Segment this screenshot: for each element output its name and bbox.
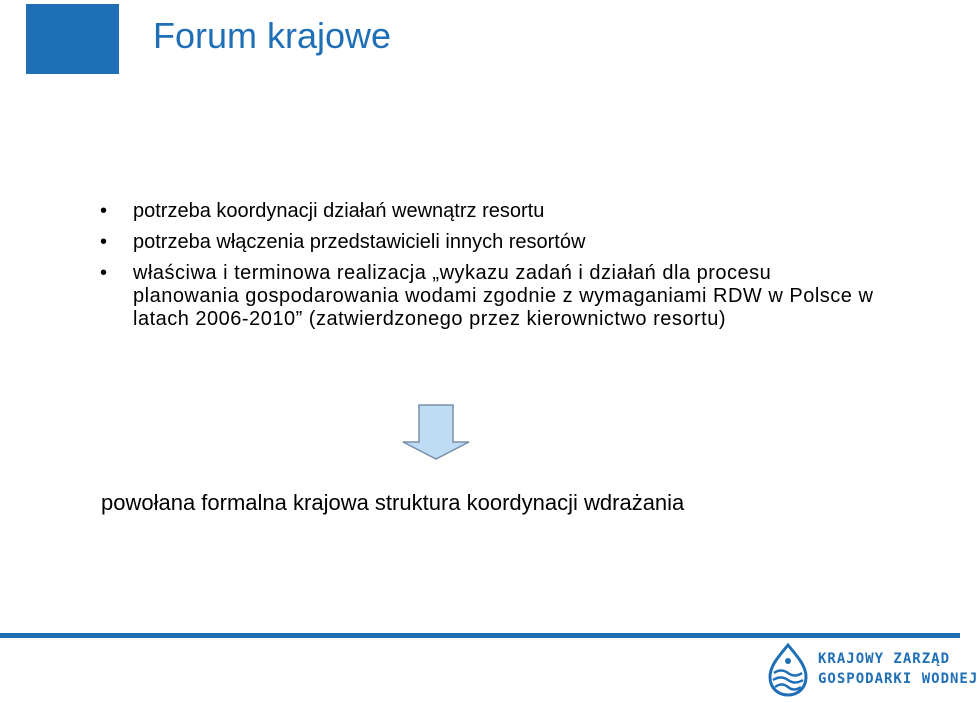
down-arrow-icon bbox=[401, 404, 471, 460]
bullet-marker: • bbox=[100, 200, 108, 222]
bullet-text: potrzeba włączenia przedstawicieli innych resortów bbox=[133, 231, 586, 253]
bullet-marker: • bbox=[100, 262, 108, 284]
list-item bbox=[100, 231, 880, 254]
water-drop-emblem-icon bbox=[766, 643, 810, 697]
conclusion-text: powołana formalna krajowa struktura koordynacji wdrażania bbox=[101, 490, 685, 515]
org-name bbox=[818, 649, 978, 689]
page-title: Forum krajowe bbox=[153, 15, 392, 56]
bullet-text: właściwa i terminowa realizacja „wykazu zadań i działań dla procesu planowania gospodarowania wodami zgodnie z wymaganiami RDW w Polsce w latach 2006-2010” (zatwierdzonego przez kierownictwo resortu) bbox=[133, 262, 874, 330]
bullet-text: potrzeba koordynacji działań wewnątrz resortu bbox=[133, 200, 545, 222]
bullet-list bbox=[100, 200, 880, 339]
org-name-line1: KRAJOWY ZARZĄD bbox=[818, 651, 951, 667]
org-logo bbox=[766, 643, 978, 699]
list-item bbox=[100, 262, 880, 331]
bullet-marker: • bbox=[100, 231, 108, 253]
org-name-line2: GOSPODARKI WODNEJ bbox=[818, 671, 978, 687]
down-arrow-shape bbox=[403, 405, 469, 459]
brand-square bbox=[26, 4, 119, 74]
list-item bbox=[100, 200, 880, 223]
footer-divider bbox=[0, 633, 960, 638]
